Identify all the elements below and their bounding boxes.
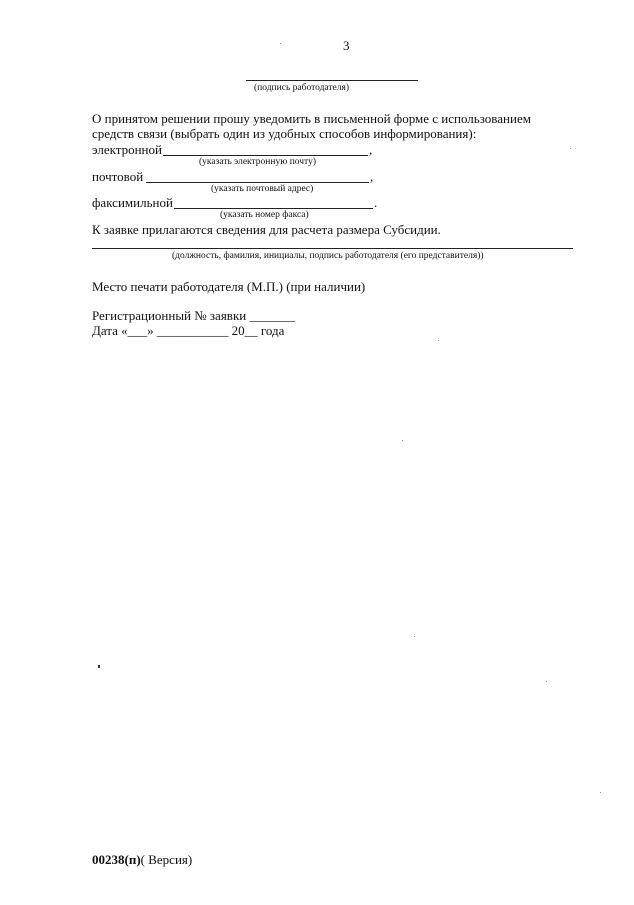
signature-line: [246, 80, 418, 81]
scan-speck: [600, 792, 601, 793]
postal-punct: ,: [370, 169, 374, 184]
electronic-label: электронной: [92, 142, 162, 157]
scan-speck: [414, 636, 415, 637]
footer-version: ( Версия): [140, 852, 193, 867]
position-signature-line[interactable]: [92, 248, 573, 249]
scan-speck: [570, 148, 571, 149]
footer-code: 00238(п): [92, 852, 141, 867]
registration-number-text: Регистрационный № заявки _______: [92, 308, 295, 323]
attachment-text: К заявке прилагаются сведения для расчета размера Субсидии.: [92, 222, 441, 237]
notify-text-line1: О принятом решении прошу уведомить в письменной форме с использованием: [92, 111, 531, 126]
position-caption: (должность, фамилия, инициалы, подпись работодателя (его представителя)): [172, 251, 484, 261]
scan-speck: [98, 665, 100, 668]
fax-field-line[interactable]: [174, 208, 373, 209]
postal-field-line[interactable]: [146, 182, 369, 183]
electronic-punct: ,: [369, 142, 373, 157]
signature-caption: (подпись работодателя): [254, 83, 350, 93]
scan-speck: [546, 681, 547, 682]
notify-text-line2: средств связи (выбрать один из удобных способов информирования):: [92, 126, 477, 141]
footer-label: [92, 852, 192, 868]
scan-speck: [280, 43, 281, 44]
scan-speck: [402, 440, 403, 441]
electronic-hint: (указать электронную почту): [199, 157, 317, 167]
fax-hint: (указать номер факса): [220, 210, 309, 220]
scan-speck: [438, 340, 439, 341]
stamp-text: Место печати работодателя (М.П.) (при наличии): [92, 279, 366, 294]
postal-hint: (указать почтовый адрес): [211, 184, 314, 194]
date-text: Дата «___» ___________ 20__ года: [92, 323, 285, 338]
electronic-field-line[interactable]: [163, 155, 368, 156]
fax-label: факсимильной: [92, 195, 173, 210]
page-number: 3: [343, 38, 350, 53]
postal-label: почтовой: [92, 169, 144, 184]
fax-punct: .: [374, 195, 378, 210]
